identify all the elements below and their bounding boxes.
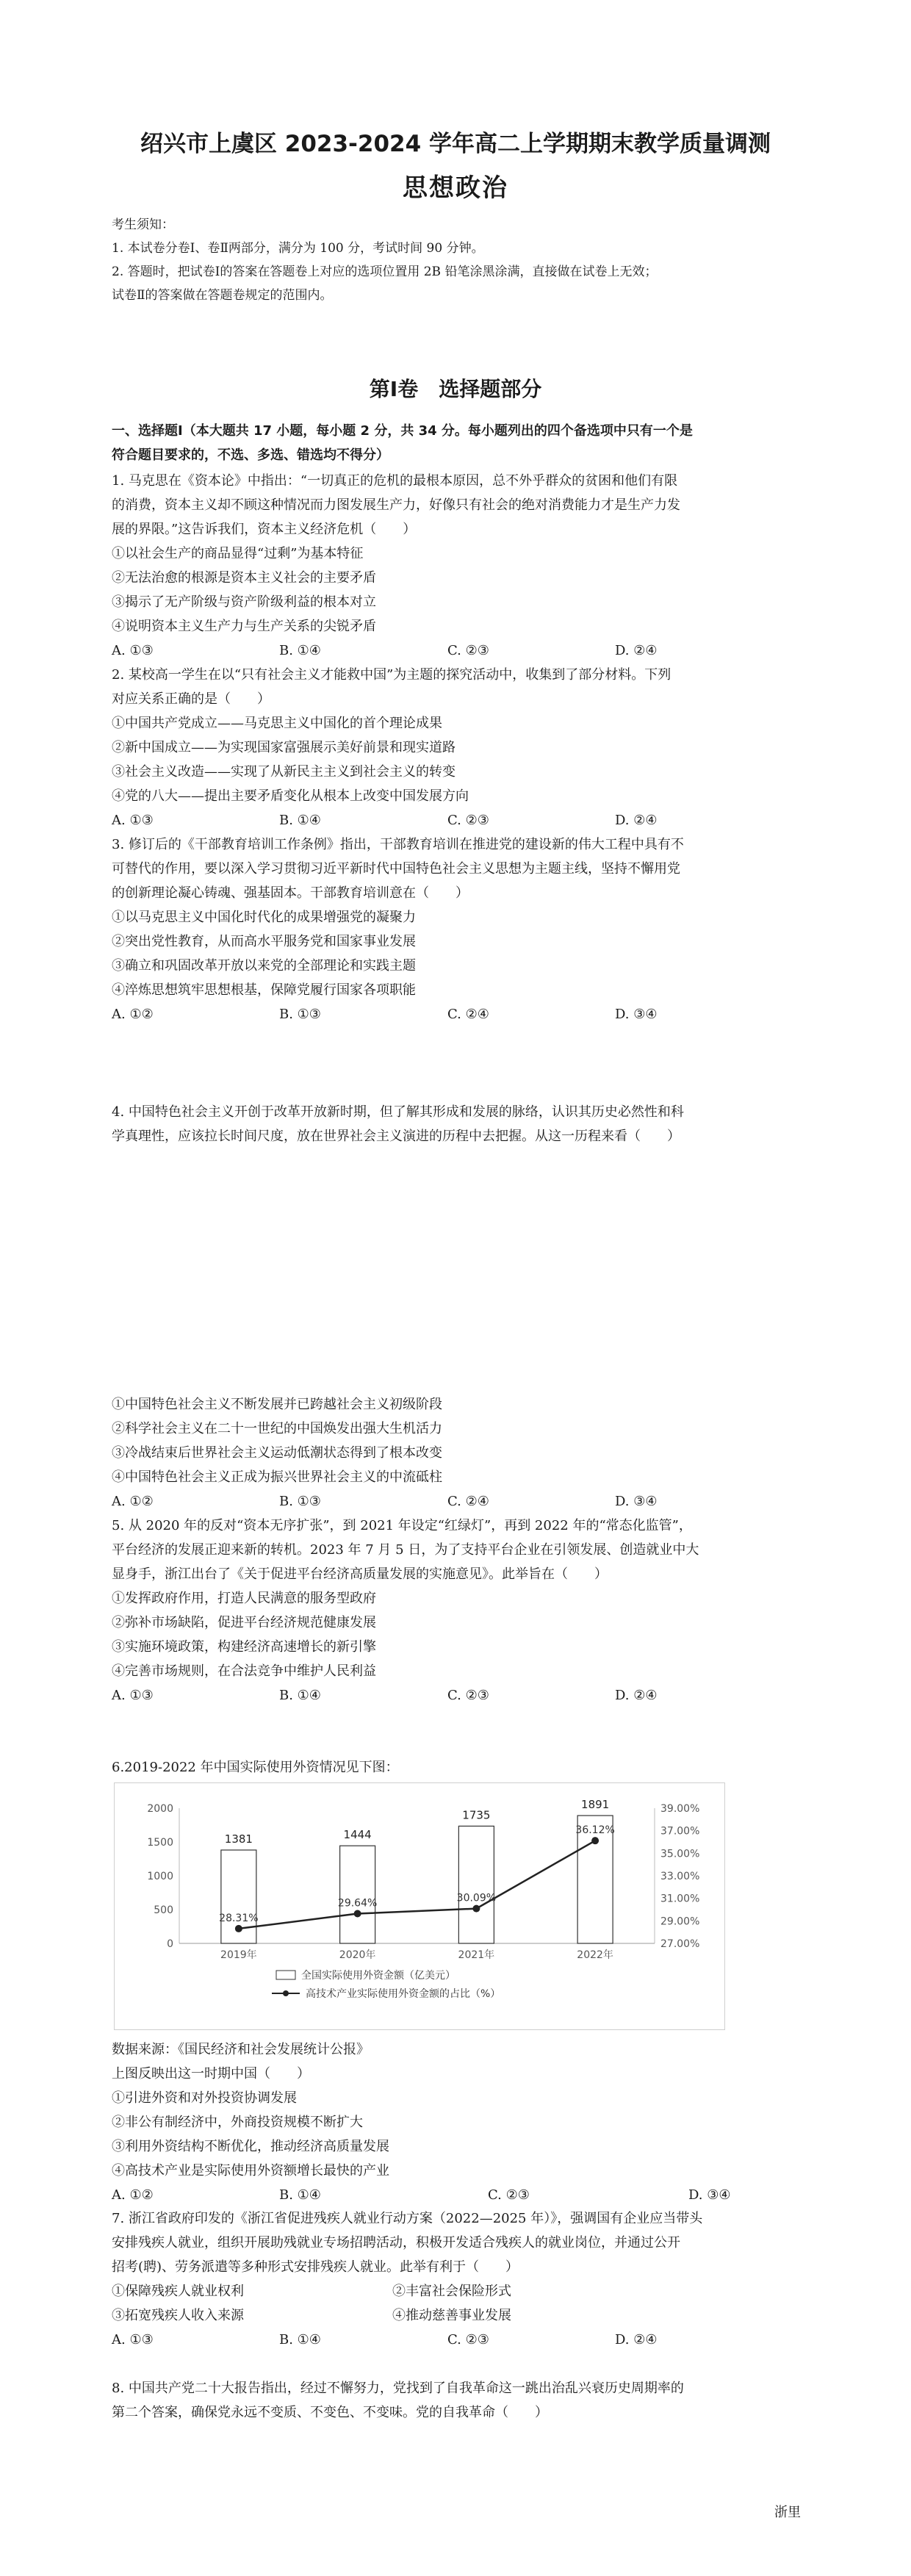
question-1-choices: [112, 638, 810, 663]
x-tick-label: 2022年: [577, 1949, 613, 1961]
chart-source: 数据来源：《国民经济和社会发展统计公报》: [112, 2042, 370, 2057]
question-5-line: 显身手，浙江出台了《关于促进平台经济高质量发展的实施意见》。此举旨在（ ）: [112, 1566, 608, 1582]
question-8-line: 第二个答案，确保党永远不变质、不变色、不变味。党的自我革命（ ）: [112, 2405, 548, 2420]
question-3-option: ①以马克思主义中国化时代化的成果增强党的凝聚力: [112, 910, 416, 925]
question-2: [112, 663, 810, 832]
question-2-option: ①中国共产党成立——马克思主义中国化的首个理论成果: [112, 716, 442, 731]
choice-d[interactable]: D. ③④: [615, 1494, 658, 1509]
choice-a[interactable]: A. ①③: [112, 813, 154, 828]
question-6-option: ④高技术产业是实际使用外资额增长最快的产业: [112, 2163, 389, 2179]
bar: [456, 1826, 497, 1943]
question-4-line: 学真理性，应该拉长时间尺度，放在世界社会主义演进的历程中去把握。从这一历程来看（ ）: [112, 1129, 680, 1144]
question-4-stem: [112, 1100, 810, 1148]
question-1-option: ④说明资本主义生产力与生产关系的尖锐矛盾: [112, 619, 376, 634]
section-1-heading: [112, 419, 810, 467]
question-6-option: ③利用外资结构不断优化，推动经济高质量发展: [112, 2139, 389, 2154]
series-line: [239, 1841, 595, 1929]
right-tick-label: 27.00%: [660, 1938, 700, 1950]
choice-a[interactable]: A. ①②: [112, 1007, 154, 1022]
bar: [337, 1846, 378, 1943]
x-tick-label: 2021年: [458, 1949, 495, 1961]
choice-c[interactable]: C. ②③: [447, 643, 489, 658]
question-2-choices: [112, 808, 810, 832]
left-tick-label: 500: [154, 1904, 173, 1916]
question-7-option: ①保障残疾人就业权利: [112, 2284, 244, 2299]
question-2-option: ②新中国成立——为实现国家富强展示美好前景和现实道路: [112, 740, 455, 755]
choice-b[interactable]: B. ①④: [279, 813, 321, 828]
choice-b[interactable]: B. ①③: [279, 1007, 321, 1022]
question-2-line: 对应关系正确的是（ ）: [112, 691, 270, 707]
question-1: [112, 469, 810, 663]
question-4-choices: [112, 1489, 810, 1514]
choice-d[interactable]: D. ②④: [615, 643, 658, 658]
question-3: [112, 832, 810, 1026]
right-tick-label: 35.00%: [660, 1848, 700, 1860]
line-point: [235, 1925, 242, 1932]
question-6-option: ①引进外资和对外投资协调发展: [112, 2090, 297, 2106]
choice-d[interactable]: D. ②④: [615, 2332, 658, 2347]
choice-c[interactable]: C. ②③: [447, 1688, 489, 1703]
question-7-line: 安排残疾人就业，组织开展助残就业专场招聘活动，积极开发适合残疾人的就业岗位，并通过公开: [112, 2235, 680, 2251]
question-3-line: 3. 修订后的《干部教育培训工作条例》指出，干部教育培训在推进党的建设新的伟大工程中具有不: [112, 837, 684, 852]
question-6-option: ②非公有制经济中，外商投资规模不断扩大: [112, 2115, 363, 2130]
question-4-option: ③冷战结束后世界社会主义运动低潮状态得到了根本改变: [112, 1445, 442, 1461]
question-5-option: ②弥补市场缺陷，促进平台经济规范健康发展: [112, 1615, 376, 1630]
choice-c[interactable]: C. ②④: [447, 1494, 489, 1509]
question-7-options-row: [112, 2303, 810, 2328]
notes-line-1: 1. 本试卷分卷Ⅰ、卷Ⅱ两部分，满分为 100 分，考试时间 90 分钟。: [112, 241, 484, 256]
left-tick-label: 0: [167, 1938, 173, 1950]
bar-value-label: 1735: [462, 1808, 491, 1822]
left-tick-label: 2000: [147, 1803, 173, 1815]
question-7: [112, 2206, 810, 2352]
bar-value-label: 1381: [224, 1832, 253, 1846]
question-7-option: ②丰富社会保险形式: [392, 2284, 511, 2299]
question-3-option: ④淬炼思想筑牢思想根基，保障党履行国家各项职能: [112, 982, 416, 998]
line-point: [591, 1837, 599, 1844]
question-1-option: ①以社会生产的商品显得“过剩”为基本特征: [112, 546, 364, 561]
choice-c[interactable]: C. ②③: [447, 813, 489, 828]
choice-c[interactable]: C. ②③: [488, 2187, 530, 2203]
question-2-option: ③社会主义改造——实现了从新民主主义到社会主义的转变: [112, 764, 455, 780]
choice-b[interactable]: B. ①④: [279, 643, 321, 658]
question-5-line: 5. 从 2020 年的反对“资本无序扩张”，到 2021 年设定“红绿灯”，再到 2022 年的“常态化监管”，: [112, 1518, 692, 1533]
question-1-line: 展的界限。”这告诉我们，资本主义经济危机（ ）: [112, 522, 417, 537]
legend-line-label: 高技术产业实际使用外资金额的占比（%）: [306, 1988, 501, 2000]
x-tick-label: 2020年: [339, 1949, 376, 1961]
legend-bar-label: 全国实际使用外资金额（亿美元）: [301, 1970, 455, 1982]
question-7-line: 招考(聘)、劳务派遣等多种形式安排残疾人就业。此举有利于（ ）: [112, 2259, 519, 2275]
line-value-label: 30.09%: [456, 1892, 497, 1904]
question-3-line: 的创新理论凝心铸魂、强基固本。干部教育培训意在（ ）: [112, 885, 469, 901]
question-7-line: 7. 浙江省政府印发的《浙江省促进残疾人就业行动方案（2022—2025 年）》，强调国有企业应当带头: [112, 2211, 703, 2226]
choice-d[interactable]: D. ③④: [688, 2187, 731, 2203]
right-tick-label: 37.00%: [660, 1825, 700, 1838]
choice-d[interactable]: D. ③④: [615, 1007, 658, 1022]
question-6-line: 6.2019-2022 年中国实际使用外资情况见下图：: [112, 1760, 399, 1775]
question-2-option: ④党的八大——提出主要矛盾变化从根本上改变中国发展方向: [112, 788, 469, 804]
line-point: [472, 1905, 480, 1913]
line-value-label: 28.31%: [219, 1912, 259, 1924]
right-tick-label: 33.00%: [660, 1871, 700, 1882]
question-7-option: ④推动慈善事业发展: [392, 2308, 511, 2323]
choice-b[interactable]: B. ①④: [279, 2187, 321, 2203]
choice-b[interactable]: B. ①④: [279, 2332, 321, 2347]
question-3-choices: [112, 1002, 810, 1026]
question-3-option: ③确立和巩固改革开放以来党的全部理论和实践主题: [112, 958, 416, 974]
choice-a[interactable]: A. ①②: [112, 2187, 154, 2203]
fdi-chart: [114, 1782, 725, 2030]
exam-notes: [112, 213, 817, 307]
choice-b[interactable]: B. ①③: [279, 1494, 321, 1509]
choice-a[interactable]: A. ①②: [112, 1494, 154, 1509]
notes-line-2b: 试卷Ⅱ的答案做在答题卷规定的范围内。: [112, 288, 333, 303]
question-6-body: [112, 2037, 810, 2207]
right-tick-label: 31.00%: [660, 1893, 700, 1905]
question-4-option: ①中国特色社会主义不断发展并已跨越社会主义初级阶段: [112, 1397, 442, 1412]
line-value-label: 36.12%: [575, 1824, 615, 1837]
question-1-option: ③揭示了无产阶级与资产阶级利益的根本对立: [112, 594, 376, 610]
question-5-option: ①发挥政府作用，打造人民满意的服务型政府: [112, 1591, 376, 1606]
question-5-line: 平台经济的发展正迎来新的转机。2023 年 7 月 5 日，为了支持平台企业在引领发展、创造就业中大: [112, 1542, 699, 1558]
question-8-line: 8. 中国共产党二十大报告指出，经过不懈努力，党找到了自我革命这一跳出治乱兴衰历史周期率的: [112, 2381, 684, 2396]
question-1-line: 的消费，资本主义却不顾这种情况而力图发展生产力，好像只有社会的绝对消费能力才是生产力发: [112, 497, 680, 513]
right-tick-label: 29.00%: [660, 1915, 700, 1928]
left-tick-label: 1000: [147, 1871, 173, 1882]
line-point: [354, 1910, 361, 1918]
question-4-option: ②科学社会主义在二十一世纪的中国焕发出强大生机活力: [112, 1421, 442, 1436]
line-value-label: 29.64%: [337, 1897, 378, 1910]
question-4-option: ④中国特色社会主义正成为振兴世界社会主义的中流砥柱: [112, 1469, 442, 1485]
exam-title: 绍兴市上虞区 2023-2024 学年高二上学期期末教学质量调测: [140, 131, 771, 157]
choice-a[interactable]: A. ①③: [112, 643, 154, 658]
choice-b[interactable]: B. ①④: [279, 1688, 321, 1703]
question-5: [112, 1514, 810, 1708]
notes-line-2a: 2. 答题时，把试卷Ⅰ的答案在答题卷上对应的选项位置用 2B 铅笔涂黑涂满，直接做在试卷上无效；: [112, 265, 658, 279]
choice-a[interactable]: A. ①③: [112, 1688, 154, 1703]
question-3-line: 可替代的作用，要以深入学习贯彻习近平新时代中国特色社会主义思想为主题主线，坚持不懈用党: [112, 861, 680, 877]
legend-bar-swatch: [276, 1971, 295, 1979]
question-6-stem-2: 上图反映出这一时期中国（ ）: [112, 2066, 310, 2082]
footer-mark: 浙里: [774, 2505, 801, 2520]
question-1-option: ②无法治愈的根源是资本主义社会的主要矛盾: [112, 570, 376, 586]
question-7-choices: [112, 2328, 810, 2352]
question-5-option: ③实施环境政策，构建经济高速增长的新引擎: [112, 1639, 376, 1655]
section-1-heading-line-1: 一、选择题Ⅰ（本大题共 17 小题，每小题 2 分，共 34 分。每小题列出的四个备选项中只有一个是: [112, 423, 693, 439]
question-7-option: ③拓宽残疾人收入来源: [112, 2308, 244, 2323]
bar-value-label: 1444: [343, 1828, 372, 1842]
choice-d[interactable]: D. ②④: [615, 813, 658, 828]
question-3-option: ②突出党性教育，从而高水平服务党和国家事业发展: [112, 934, 416, 949]
notes-heading: 考生须知：: [112, 217, 174, 232]
choice-c[interactable]: C. ②③: [447, 2332, 489, 2347]
section-1-heading-line-2: 符合题目要求的，不选、多选、错选均不得分）: [112, 447, 389, 463]
question-1-line: 1. 马克思在《资本论》中指出：“一切真正的危机的最根本原因，总不外乎群众的贫困和他们有限: [112, 473, 678, 489]
subject-title: 思想政治: [403, 173, 508, 203]
question-4-line: 4. 中国特色社会主义开创于改革开放新时期，但了解其形成和发展的脉络，认识其历史必然性和科: [112, 1104, 684, 1120]
x-tick-label: 2019年: [220, 1949, 257, 1961]
question-6-choices: [112, 2183, 810, 2207]
choice-d[interactable]: D. ②④: [615, 1688, 658, 1703]
question-4-options: [112, 1392, 810, 1514]
left-tick-label: 1500: [147, 1837, 173, 1849]
question-5-option: ④完善市场规则，在合法竞争中维护人民利益: [112, 1663, 376, 1679]
choice-a[interactable]: A. ①③: [112, 2332, 154, 2347]
question-7-options-row: [112, 2279, 810, 2303]
fdi-chart-svg: [115, 1783, 724, 2029]
choice-c[interactable]: C. ②④: [447, 1007, 489, 1022]
question-6-stem: [112, 1755, 810, 1780]
part-1-title: 第Ⅰ卷 选择题部分: [369, 377, 542, 401]
question-2-line: 2. 某校高一学生在以“只有社会主义才能救中国”为主题的探究活动中，收集到了部分材料。下列: [112, 667, 671, 683]
question-8: [112, 2376, 810, 2425]
bar-value-label: 1891: [581, 1798, 610, 1812]
question-5-choices: [112, 1683, 810, 1708]
legend-line-marker: [283, 1990, 289, 1996]
right-tick-label: 39.00%: [660, 1803, 700, 1815]
